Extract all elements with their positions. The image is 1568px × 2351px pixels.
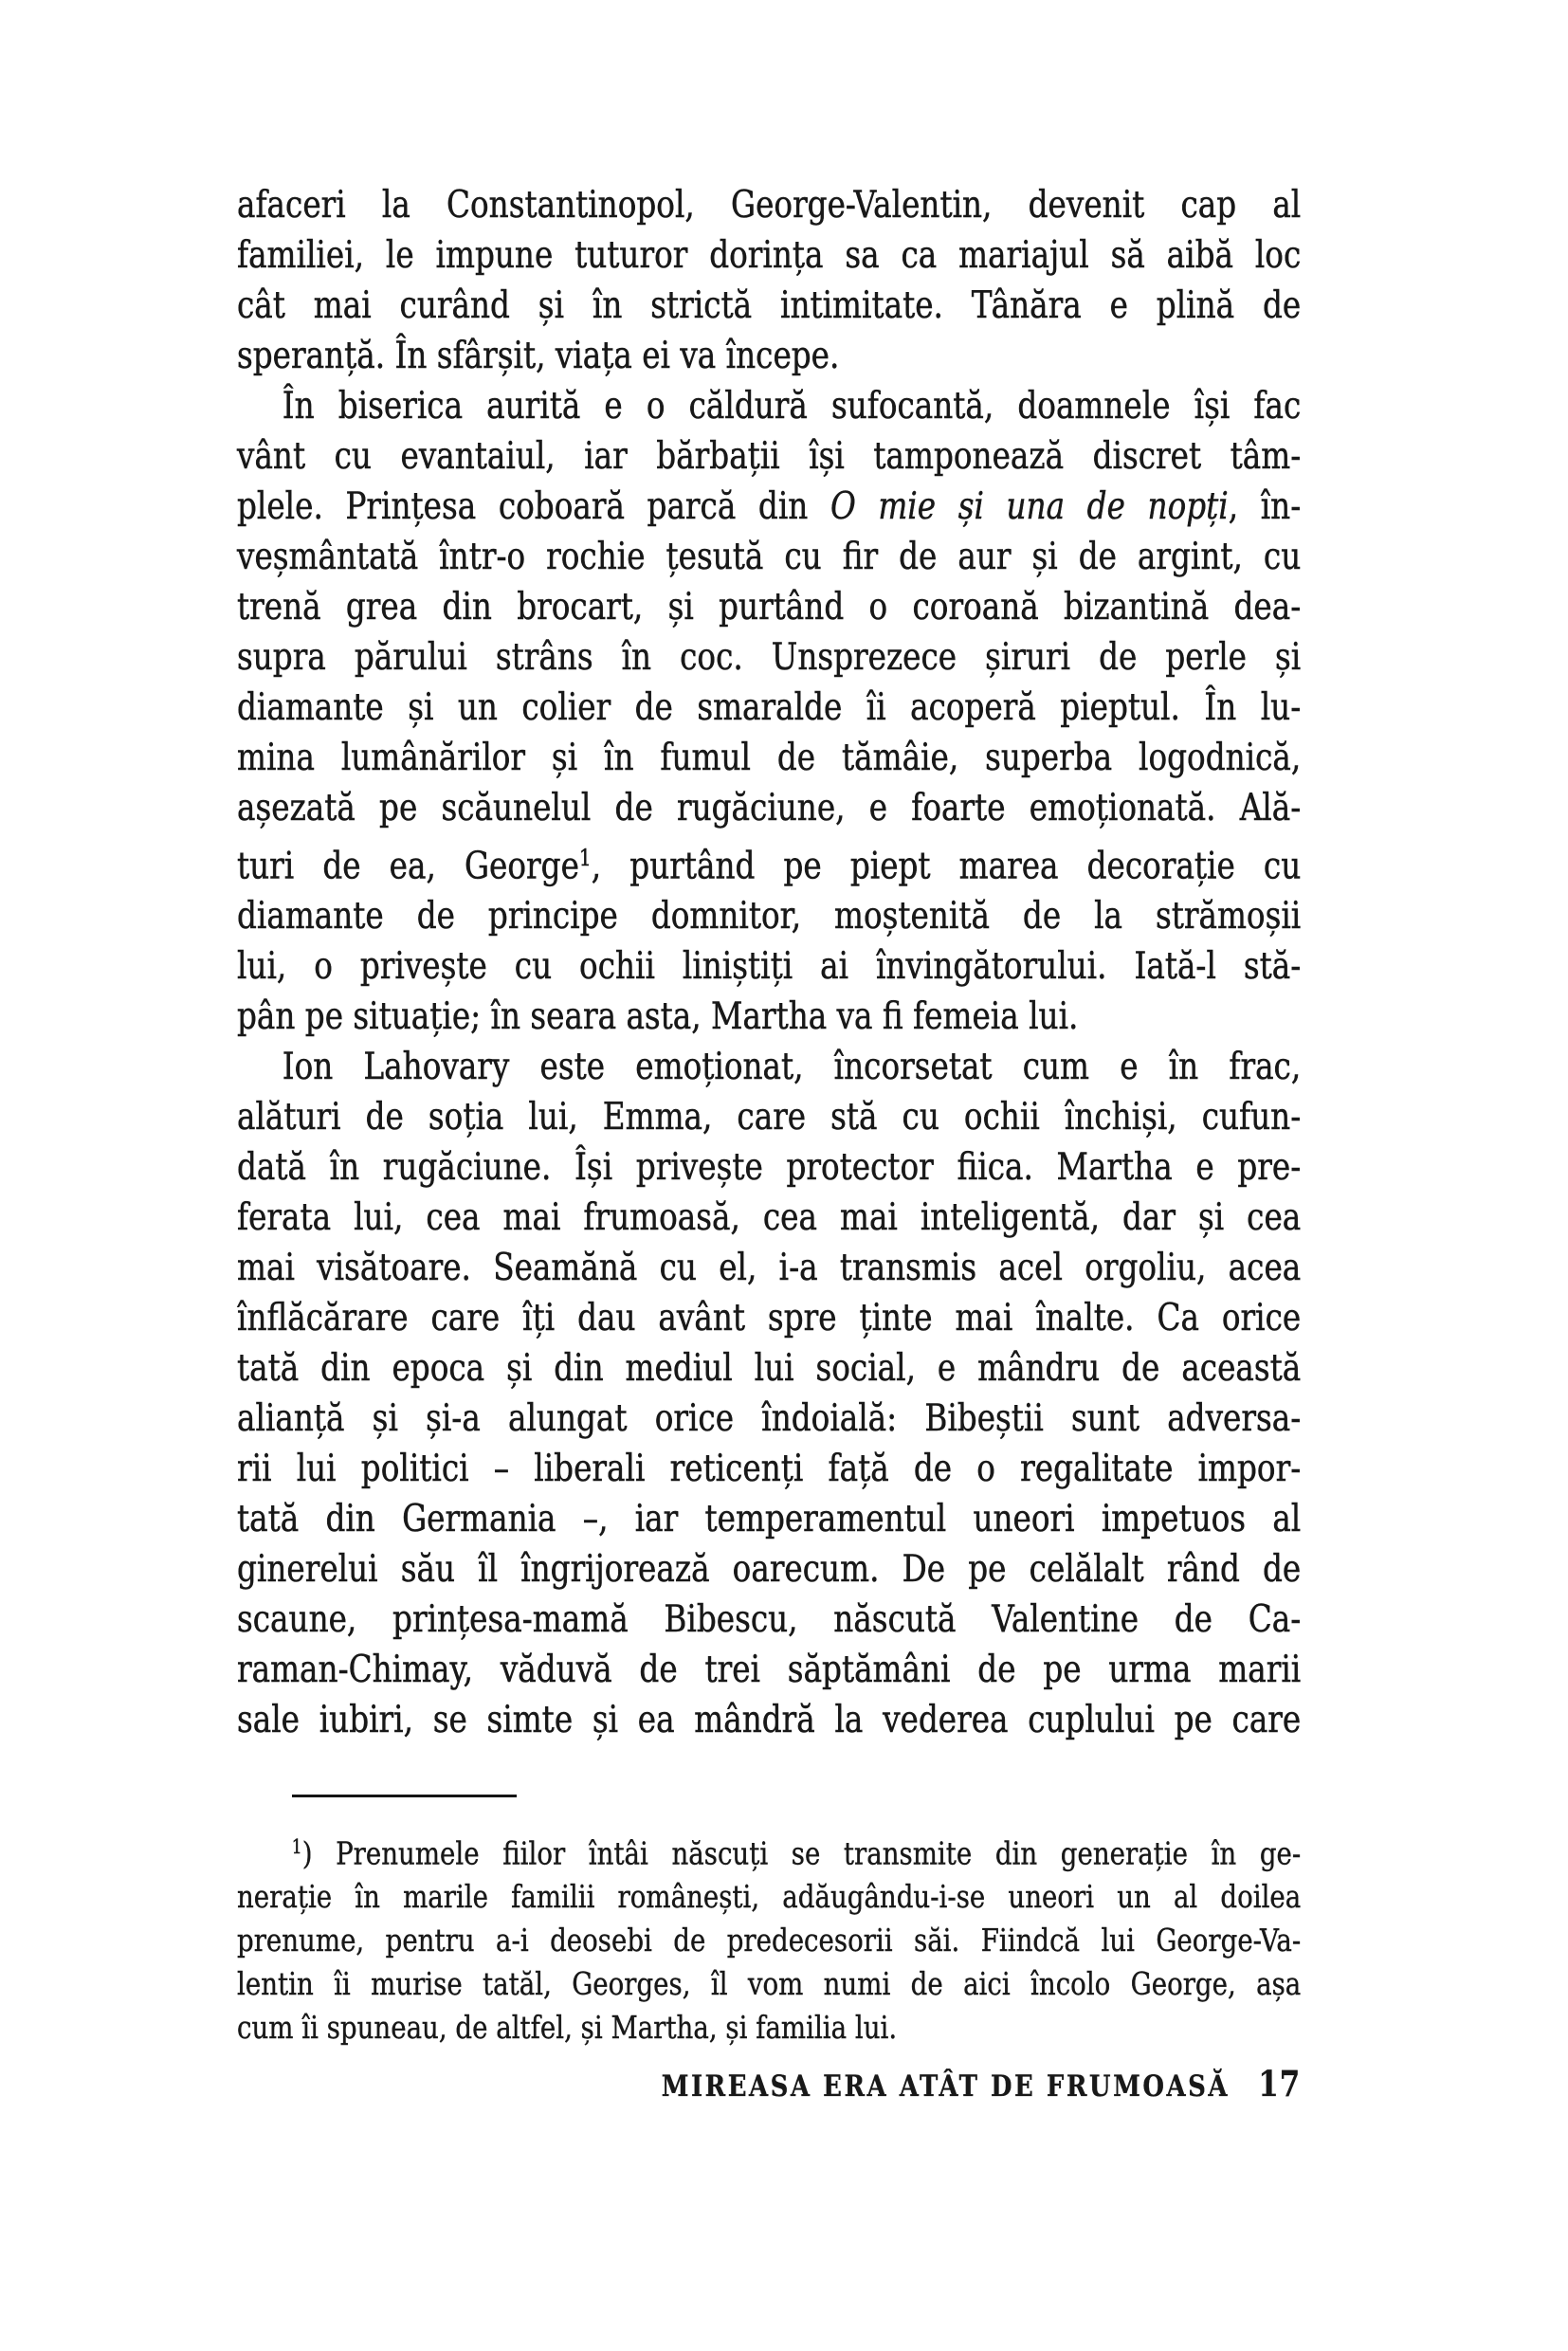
text-line [237, 582, 1301, 632]
text-segment: Ion Lahovary este emoționat, încorsetat cum e în frac, [282, 1046, 1302, 1089]
text-line [237, 1343, 1301, 1394]
text-segment: veșmântată într-o rochie țesută cu fir de aur și de argint, cu [237, 536, 1302, 578]
text-segment: diamante și un colier de smaralde îi acoperă pieptul. În lu- [237, 686, 1302, 729]
text-line [237, 1695, 1301, 1745]
text-line [237, 331, 1301, 381]
footnote-paragraph [237, 1825, 1301, 2050]
text-line [237, 431, 1301, 482]
text-line [237, 683, 1301, 733]
superscript-footnote-marker: 1 [578, 845, 592, 871]
running-footer [237, 2063, 1301, 2105]
page-number: 17 [1258, 2063, 1301, 2105]
text-segment: , purtând pe piept marea decorație cu [591, 845, 1302, 888]
text-line [237, 1243, 1301, 1293]
text-line [237, 1825, 1301, 1875]
text-line [237, 632, 1301, 683]
text-line [237, 733, 1301, 783]
text-segment: înflăcărare care îți dau avânt spre ținte mai înalte. Ca orice [237, 1297, 1302, 1340]
text-segment: lui, o privește cu ochii liniștiți ai învingătorului. Iată-l stă- [237, 945, 1302, 989]
text-segment: mai visătoare. Seamănă cu el, i-a transmis acel orgoliu, acea [237, 1247, 1302, 1290]
text-line [237, 381, 1301, 431]
text-line [237, 180, 1301, 230]
text-segment: familiei, le impune tuturor dorința sa ca mariajul să aibă loc [237, 234, 1302, 277]
text-segment: așezată pe scăunelul de rugăciune, e foarte emoționată. Ală- [237, 787, 1302, 829]
text-line [237, 1142, 1301, 1193]
text-segment: plele. Prințesa coboară parcă din [237, 485, 830, 528]
text-line [237, 532, 1301, 582]
text-segment: tată din epoca și din mediul lui social, e mândru de această [237, 1347, 1302, 1391]
text-segment: afaceri la Constantinopol, George-Valentin, devenit cap al [237, 184, 1302, 227]
text-line [237, 1595, 1301, 1645]
text-segment: tată din Germania –, iar temperamentul uneori impetuos al [237, 1498, 1302, 1541]
text-line [237, 1645, 1301, 1695]
text-line [237, 992, 1301, 1042]
text-segment: supra părului strâns în coc. Unsprezece șiruri de perle și [237, 636, 1302, 679]
text-line [237, 1193, 1301, 1243]
text-segment: În biserica aurită e o căldură sufocantă, doamnele își fac [282, 385, 1302, 428]
italic-text: O mie și una de nopți [830, 485, 1229, 528]
text-line [237, 1092, 1301, 1142]
text-segment: speranță. În sfârșit, viața ei va începe. [237, 335, 840, 377]
paragraph [237, 1042, 1301, 1745]
footnote-divider-rule [292, 1795, 517, 1797]
text-line [237, 783, 1301, 833]
text-segment: ) Prenumele fiilor întâi născuți se transmite din generație în ge- [301, 1834, 1302, 1872]
text-segment: nerație în marile familii românești, adăugându-i-se uneori un al doilea [237, 1878, 1302, 1916]
text-line [237, 1494, 1301, 1544]
text-line [237, 1394, 1301, 1444]
text-segment: scaune, prințesa-mamă Bibescu, născută Valentine de Ca- [237, 1598, 1302, 1642]
text-line [237, 1919, 1301, 1962]
text-line [237, 1544, 1301, 1595]
body-text [237, 180, 1301, 1745]
text-line [237, 1962, 1301, 2006]
text-segment: ferata lui, cea mai frumoasă, cea mai inteligentă, dar și cea [237, 1196, 1302, 1240]
text-line [237, 1875, 1301, 1919]
text-segment: turi de ea, George [237, 845, 579, 888]
text-segment: raman-Chimay, văduvă de trei săptămâni de pe urma marii [237, 1649, 1302, 1692]
text-segment: lentin îi murise tatăl, Georges, îl vom numi de aici încolo George, așa [237, 1965, 1302, 2003]
text-segment: diamante de principe domnitor, moștenită de la strămoșii [237, 895, 1302, 939]
text-segment: pân pe situație; în seara asta, Martha va fi femeia lui. [237, 995, 1079, 1039]
text-line [237, 1042, 1301, 1092]
text-segment: alături de soția lui, Emma, care stă cu ochii închiși, cufun- [237, 1096, 1302, 1139]
superscript-footnote-marker: 1 [291, 1835, 302, 1858]
text-segment: dată în rugăciune. Își privește protector fiica. Martha e pre- [237, 1146, 1302, 1190]
text-line [237, 941, 1301, 992]
text-line [237, 230, 1301, 281]
paragraph [237, 381, 1301, 1042]
text-line [237, 833, 1301, 891]
text-line [237, 1444, 1301, 1494]
text-line [237, 1293, 1301, 1343]
text-segment: mina lumânărilor și în fumul de tămâie, superba logodnică, [237, 737, 1302, 779]
text-segment: cum îi spuneau, de altfel, și Martha, și familia lui. [237, 2009, 898, 2047]
text-segment: vânt cu evantaiul, iar bărbații își tamponează discret tâm- [237, 435, 1302, 478]
text-segment: , în- [1228, 485, 1302, 528]
text-line [237, 281, 1301, 331]
text-segment: prenume, pentru a-i deosebi de predecesorii săi. Fiindcă lui George-Va- [237, 1922, 1302, 1959]
text-line [237, 482, 1301, 532]
text-segment: trenă grea din brocart, și purtând o coroană bizantină dea- [237, 586, 1302, 629]
paragraph [237, 180, 1301, 381]
text-segment: sale iubiri, se simte și ea mândră la vederea cuplului pe care [237, 1699, 1302, 1742]
text-segment: alianță și și-a alungat orice îndoială: Bibeștii sunt adversa- [237, 1397, 1302, 1441]
text-line [237, 891, 1301, 941]
footnote-block [237, 1825, 1301, 2050]
text-segment: cât mai curând și în strictă intimitate. Tânăra e plină de [237, 284, 1302, 327]
text-line [237, 2006, 1301, 2050]
text-segment: rii lui politici – liberali reticenți față de o regalitate impor- [237, 1448, 1302, 1491]
running-title: MIREASA ERA ATÂT DE FRUMOASĂ [661, 2069, 1231, 2104]
text-segment: ginerelui său îl îngrijorează oarecum. De pe celălalt rând de [237, 1548, 1302, 1592]
